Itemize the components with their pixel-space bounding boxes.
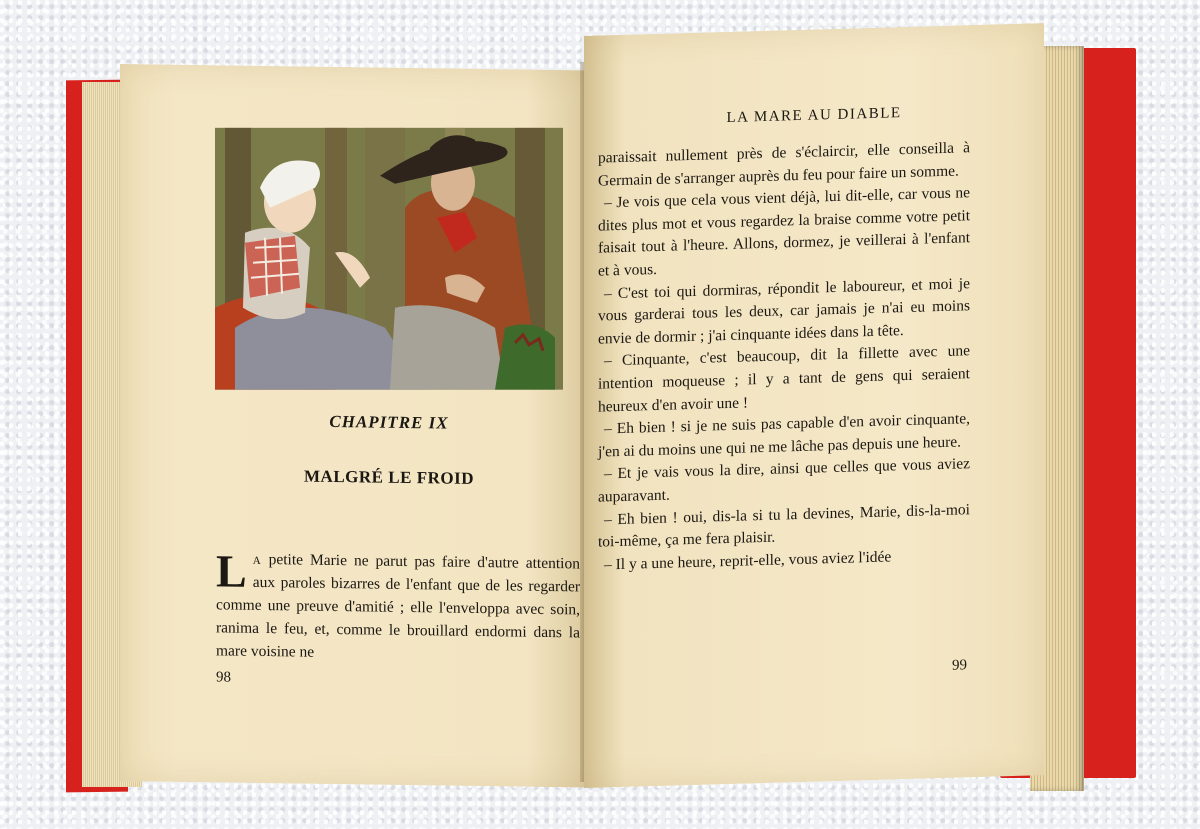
paragraph: – Cinquante, c'est beaucoup, dit la fillette avec une intention moqueuse ; il y a tant de gens qui seraient heureux d'en avoir une !	[598, 342, 970, 416]
drop-cap: L	[216, 545, 247, 597]
running-head: LA MARE AU DIABLE	[726, 105, 902, 127]
paragraph: – Eh bien ! oui, dis-la si tu la devines, Marie, dis-la-moi toi-même, ça me fera plaisir.	[598, 500, 970, 551]
paragraph: – Je vois que cela vous vient déjà, lui dit-elle, car vous ne dites plus mot et vous regardez la braise comme votre petit faisait tout à l'heure. Allons, dormez, je veillerai à l'enfant et à vous.	[598, 184, 970, 280]
page-number-left: 98	[216, 669, 231, 686]
chapter-illustration	[215, 128, 563, 390]
right-body-text	[598, 137, 970, 577]
left-paragraph: petite Marie ne parut pas faire d'autre attention aux paroles bizarres de l'enfant que de les regarder comme une preuve d'amitié ; elle l'enveloppa avec soin, ranima le feu, et, comme le brouillard endormi dans la mare voisine ne	[216, 550, 580, 661]
page-number-right: 99	[952, 657, 967, 674]
illustration-art	[215, 128, 563, 390]
paragraph: – Eh bien ! si je ne suis pas capable d'en avoir cinquante, j'en ai du moins une qui ne me lâche pas depuis une heure.	[598, 410, 970, 461]
left-page	[120, 64, 598, 788]
drop-cap-rest: a	[252, 550, 262, 568]
left-body-text	[216, 547, 580, 667]
right-page	[584, 23, 1044, 788]
chapter-title: MALGRÉ LE FROID	[304, 466, 474, 488]
paragraph: – Et je vais vous la dire, ainsi que celles que vous aviez auparavant.	[598, 455, 970, 506]
paragraph: – C'est toi qui dormiras, répondit le laboureur, et moi je vous garderai tous les deux, car jamais je n'ai eu moins envie de dormir ; j'ai cinquante idées dans la tête.	[598, 274, 970, 348]
paragraph: – Il y a une heure, reprit-elle, vous aviez l'idée	[604, 548, 892, 574]
paragraph: paraissait nullement près de s'éclaircir, elle conseilla à Germain de s'arranger auprès du feu pour faire un somme.	[598, 139, 970, 190]
chapter-number: CHAPITRE IX	[329, 411, 449, 433]
